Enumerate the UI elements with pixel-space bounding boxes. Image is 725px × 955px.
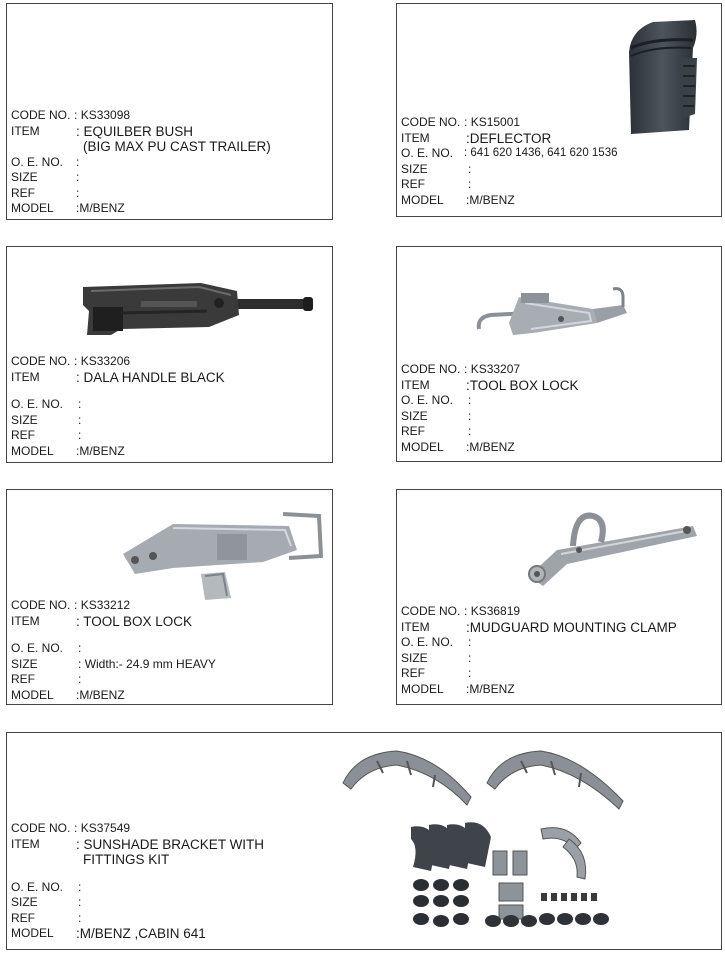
item-label: ITEM [11, 613, 40, 628]
size-label: SIZE [11, 656, 38, 671]
ref-label: REF [401, 177, 425, 191]
ref-label: REF [11, 910, 35, 925]
model-value: M/BENZ [79, 687, 125, 702]
item-value: TOOL BOX LOCK [469, 377, 579, 393]
model-label: MODEL [401, 681, 444, 696]
code-label: CODE NO. [401, 362, 461, 376]
oe-label: O. E. NO. [11, 879, 64, 894]
item-value: DALA HANDLE BLACK [83, 369, 225, 385]
product-card-ks33212: CODE NO. : KS33212 ITEM : TOOL BOX LOCK O. E. NO. : SIZE : Width:- 24.9 mm HEAVY REF : MODEL :M/BENZ [6, 489, 333, 705]
code-value: KS33212 [80, 598, 131, 612]
size-label: SIZE [401, 161, 428, 176]
model-label: MODEL [11, 201, 54, 215]
product-card-ks37549: CODE NO. : KS37549 ITEM : SUNSHADE BRACKET WITH FITTINGS KIT O. E. NO. : SIZE : REF : MODEL :M/BENZ ,CABIN 641 [6, 732, 722, 950]
item-value: SUNSHADE BRACKET WITH [83, 836, 265, 852]
oe-label: O. E. NO. [401, 146, 454, 160]
model-label: MODEL [401, 439, 444, 454]
code-value: KS33206 [80, 354, 131, 368]
model-value: M/BENZ [469, 439, 515, 454]
sunshade-bracket-kit-image [337, 743, 637, 939]
item-label: ITEM [401, 377, 430, 392]
size-label: SIZE [401, 408, 428, 423]
deflector-image [623, 18, 701, 136]
code-label: CODE NO. [401, 115, 461, 129]
code-label: CODE NO. [11, 598, 71, 612]
item-label: ITEM [11, 369, 40, 384]
item-value: TOOL BOX LOCK [83, 613, 193, 629]
mudguard-clamp-image [517, 506, 703, 590]
product-card-ks36819: CODE NO. : KS36819 ITEM :MUDGUARD MOUNTING CLAMP O. E. NO. : SIZE : REF : MODEL :M/BENZ [396, 489, 722, 705]
oe-value: 641 620 1436, 641 620 1536 [470, 147, 618, 159]
size-label: SIZE [401, 650, 428, 665]
size-label: SIZE [11, 412, 38, 427]
code-value: KS33098 [80, 108, 131, 122]
code-label: CODE NO. [11, 821, 71, 835]
model-value: M/BENZ [79, 443, 125, 458]
item-value: DEFLECTOR [469, 130, 552, 146]
code-label: CODE NO. [401, 604, 461, 618]
item-value-2: FITTINGS KIT [83, 852, 170, 867]
item-label: ITEM [401, 130, 430, 145]
code-value: KS33207 [470, 362, 521, 376]
ref-label: REF [11, 428, 35, 442]
item-label: ITEM [11, 836, 40, 851]
oe-label: O. E. NO. [401, 635, 454, 649]
oe-label: O. E. NO. [11, 397, 64, 411]
model-label: MODEL [11, 687, 54, 702]
item-value: MUDGUARD MOUNTING CLAMP [469, 619, 677, 635]
code-label: CODE NO. [11, 108, 71, 122]
model-value: M/BENZ [469, 681, 515, 696]
item-value: EQUILBER BUSH [83, 123, 194, 139]
model-value: M/BENZ ,CABIN 641 [79, 926, 206, 941]
product-card-ks33207: CODE NO. : KS33207 ITEM :TOOL BOX LOCK O. E. NO. : SIZE : REF : MODEL :M/BENZ [396, 246, 722, 462]
ref-label: REF [401, 666, 425, 680]
tool-box-lock-image [473, 283, 633, 341]
ref-label: REF [11, 185, 35, 200]
oe-label: O. E. NO. [11, 154, 64, 169]
code-label: CODE NO. [11, 354, 71, 368]
item-value-2: (BIG MAX PU CAST TRAILER) [83, 139, 271, 154]
product-card-ks33206: CODE NO. : KS33206 ITEM : DALA HANDLE BLACK O. E. NO. : SIZE : REF : MODEL :M/BENZ [6, 246, 333, 463]
ref-label: REF [401, 424, 425, 438]
tool-box-lock-heavy-image [113, 510, 325, 602]
product-card-ks15001: CODE NO. : KS15001 ITEM :DEFLECTOR O. E. NO. : 641 620 1436, 641 620 1536 SIZE : REF : MODEL :M/BENZ [396, 3, 722, 217]
size-label: SIZE [11, 895, 38, 909]
item-label: ITEM [11, 123, 40, 138]
ref-label: REF [11, 672, 35, 686]
dala-handle-image [81, 281, 317, 337]
oe-label: O. E. NO. [11, 641, 64, 655]
size-label: SIZE [11, 170, 38, 184]
oe-label: O. E. NO. [401, 393, 454, 407]
model-value: M/BENZ [79, 201, 125, 215]
model-label: MODEL [11, 926, 54, 940]
size-value: Width:- 24.9 mm HEAVY [84, 656, 216, 671]
code-value: KS37549 [80, 821, 131, 835]
code-value: KS15001 [470, 115, 521, 129]
model-value: M/BENZ [469, 192, 515, 207]
product-card-ks33098: CODE NO. : KS33098 ITEM : EQUILBER BUSH (BIG MAX PU CAST TRAILER) O. E. NO. : SIZE : REF : MODEL :M/BENZ [6, 3, 333, 220]
code-value: KS36819 [470, 604, 521, 618]
model-label: MODEL [11, 443, 54, 458]
item-label: ITEM [401, 619, 430, 634]
model-label: MODEL [401, 192, 444, 207]
